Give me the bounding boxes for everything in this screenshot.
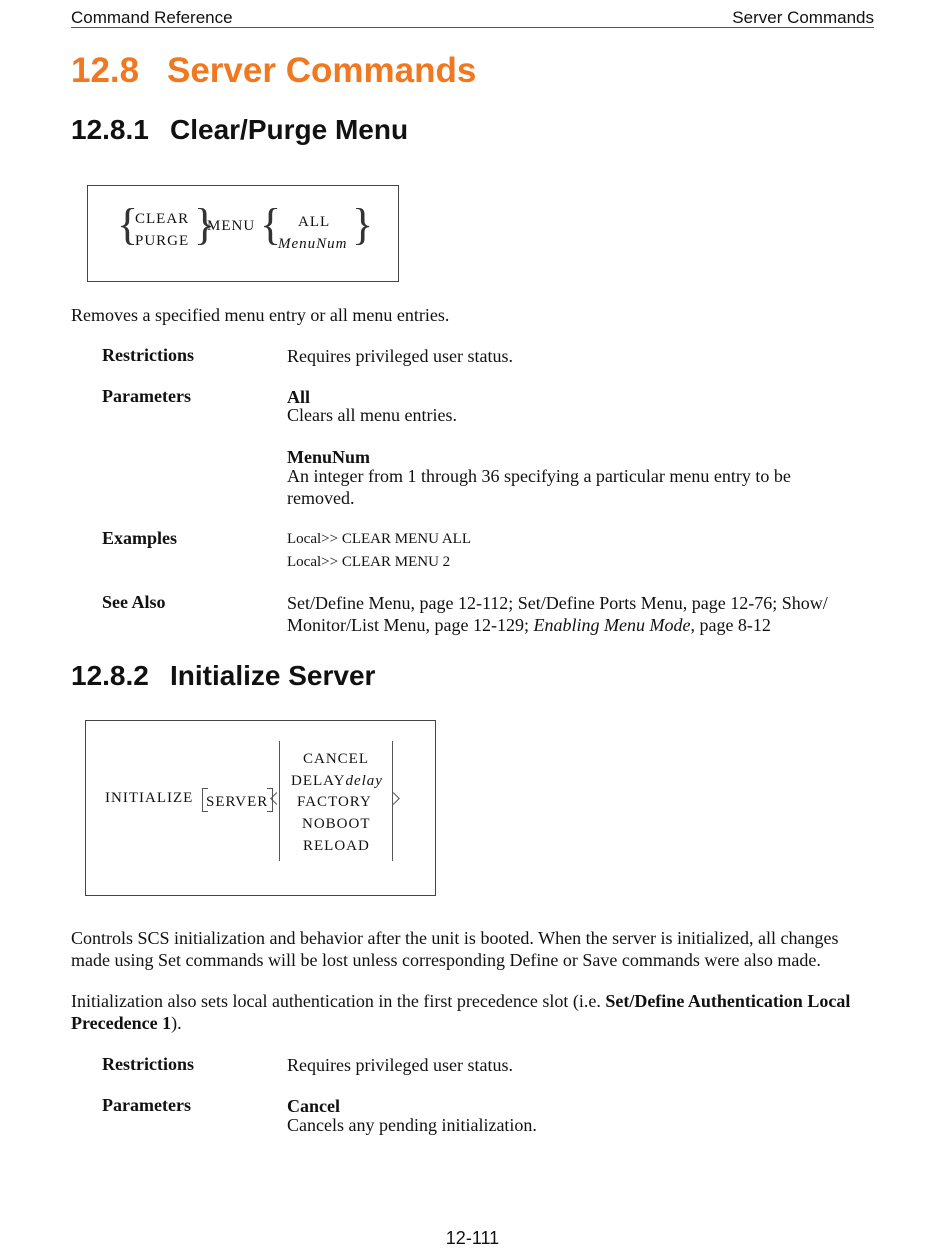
restrictions-label: Restrictions xyxy=(102,345,194,365)
param-cancel-desc: Cancels any pending initialization. xyxy=(287,1115,537,1135)
syntax-arg-all: ALL xyxy=(298,214,331,230)
page-number: 12-111 xyxy=(445,1228,500,1248)
see-also-italic-ref: Enabling Menu Mode xyxy=(533,615,691,635)
examples-label: Examples xyxy=(102,528,178,548)
see-also-page: , page 8-12 xyxy=(690,615,771,635)
left-brace: { xyxy=(260,200,282,249)
syntax-option-delay-arg: delay xyxy=(345,773,383,789)
syntax-option-noboot: NOBOOT xyxy=(302,816,371,832)
syntax-box-clear-menu xyxy=(87,185,399,282)
syntax-optional-server: SERVER xyxy=(206,794,269,810)
subsection-number: 12.8.2 xyxy=(71,660,149,691)
section-number: 12.8 xyxy=(71,51,140,90)
param-menunum-desc-line1: An integer from 1 through 36 specifying a particular menu entry to be xyxy=(287,466,791,486)
left-brace: { xyxy=(117,200,139,249)
restrictions-label: Restrictions xyxy=(102,1054,194,1074)
syntax-option-reload: RELOAD xyxy=(303,838,370,854)
param-menunum-desc-line2: removed. xyxy=(287,488,355,508)
right-brace-point xyxy=(387,792,400,805)
restrictions-text: Requires privileged user status. xyxy=(287,1055,513,1075)
running-header-left: Command Reference xyxy=(71,8,233,27)
right-brace: } xyxy=(352,200,374,249)
syntax-keyword-initialize: INITIALIZE xyxy=(105,790,194,806)
auth-command-ref-cont: Precedence 1 xyxy=(71,1013,172,1033)
subsection-title: Clear/Purge Menu xyxy=(170,114,409,145)
initialize-description-line2: made using Set commands will be lost unless corresponding Define or Save commands were also made. xyxy=(71,950,821,970)
subsection-number: 12.8.1 xyxy=(71,114,149,145)
header-rule xyxy=(71,27,874,28)
syntax-option-clear: CLEAR xyxy=(135,211,190,227)
syntax-option-factory: FACTORY xyxy=(297,794,372,810)
auth-text-end: ). xyxy=(171,1013,182,1033)
initialize-description-line1: Controls SCS initialization and behavior after the unit is booted. When the server is initialized, all changes xyxy=(71,928,839,948)
auth-text: Initialization also sets local authentication in the first precedence slot (i.e. xyxy=(71,991,606,1011)
clear-menu-description: Removes a specified menu entry or all menu entries. xyxy=(71,305,450,325)
see-also-line2 xyxy=(287,614,771,636)
parameters-label: Parameters xyxy=(102,1095,191,1115)
see-also-label: See Also xyxy=(102,592,166,612)
auth-command-ref: Set/Define Authentication Local xyxy=(605,991,851,1011)
param-menunum-name: MenuNum xyxy=(287,447,371,467)
example-clear-menu-2: Local>> CLEAR MENU 2 xyxy=(287,554,451,570)
parameters-label: Parameters xyxy=(102,386,191,406)
see-also-ref: Monitor/List Menu, page 12-129; xyxy=(287,615,534,635)
syntax-option-cancel: CANCEL xyxy=(303,751,369,767)
initialize-auth-line1 xyxy=(71,990,850,1012)
param-all-desc: Clears all menu entries. xyxy=(287,405,457,425)
syntax-option-purge: PURGE xyxy=(135,233,190,249)
restrictions-text: Requires privileged user status. xyxy=(287,346,513,366)
running-header-right: Server Commands xyxy=(732,8,874,27)
right-brace: } xyxy=(194,200,216,249)
section-title: Server Commands xyxy=(167,51,477,90)
syntax-option-delay-keyword: DELAY xyxy=(291,773,346,789)
initialize-auth-line2 xyxy=(71,1012,182,1034)
syntax-keyword-menu: MENU xyxy=(207,218,256,234)
syntax-arg-menunum: MenuNum xyxy=(278,236,348,252)
syntax-box-initialize xyxy=(85,720,436,896)
param-all-name: All xyxy=(287,387,311,407)
syntax-option-delay xyxy=(291,773,383,790)
subsection-title: Initialize Server xyxy=(170,660,376,691)
example-clear-menu-all: Local>> CLEAR MENU ALL xyxy=(287,531,471,547)
param-cancel-name: Cancel xyxy=(287,1096,340,1116)
see-also-line1: Set/Define Menu, page 12-112; Set/Define Ports Menu, page 12-76; Show/ xyxy=(287,593,828,613)
